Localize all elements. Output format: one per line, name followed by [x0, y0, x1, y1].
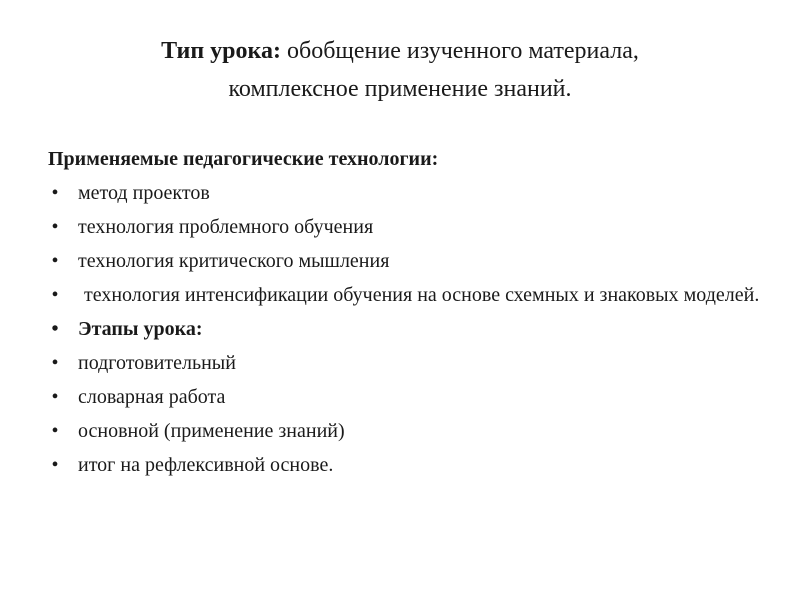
list-item-text: технология интенсификации обучения на основе схемных и знаковых моделей.	[84, 284, 760, 306]
technologies-heading: Применяемые педагогические технологии:	[48, 148, 439, 170]
slide-title	[60, 32, 740, 108]
bullet-icon: •	[51, 284, 59, 306]
slide-bullet-list	[48, 180, 768, 478]
list-item-text: технология проблемного обучения	[78, 216, 374, 238]
list-item	[48, 384, 768, 410]
bullet-icon: •	[51, 216, 59, 238]
list-item-text: метод проектов	[78, 182, 210, 204]
stages-heading: Этапы урока:	[78, 318, 203, 340]
title-line1-rest: обобщение изученного материала,	[280, 38, 639, 64]
list-item	[48, 282, 768, 308]
title-line2: комплексное применение знаний.	[228, 76, 572, 102]
list-item	[48, 418, 768, 444]
list-item-text: подготовительный	[78, 352, 236, 374]
list-item	[48, 214, 768, 240]
list-item-text: словарная работа	[78, 386, 226, 408]
list-item-text: итог на рефлексивной основе.	[78, 454, 334, 476]
slide-body	[48, 146, 768, 486]
bullet-icon: •	[51, 318, 59, 340]
list-item-text: технология критического мышления	[78, 250, 390, 272]
list-item	[48, 180, 768, 206]
bullet-icon: •	[51, 182, 59, 204]
list-item	[48, 452, 768, 478]
stages-heading-item	[48, 316, 768, 342]
list-item-text: основной (применение знаний)	[78, 420, 345, 442]
bullet-icon: •	[51, 386, 59, 408]
bullet-icon: •	[51, 250, 59, 272]
bullet-icon: •	[51, 454, 59, 476]
bullet-icon: •	[51, 352, 59, 374]
list-item	[48, 248, 768, 274]
list-item	[48, 350, 768, 376]
bullet-icon: •	[51, 420, 59, 442]
title-label: Тип урока:	[161, 38, 281, 64]
